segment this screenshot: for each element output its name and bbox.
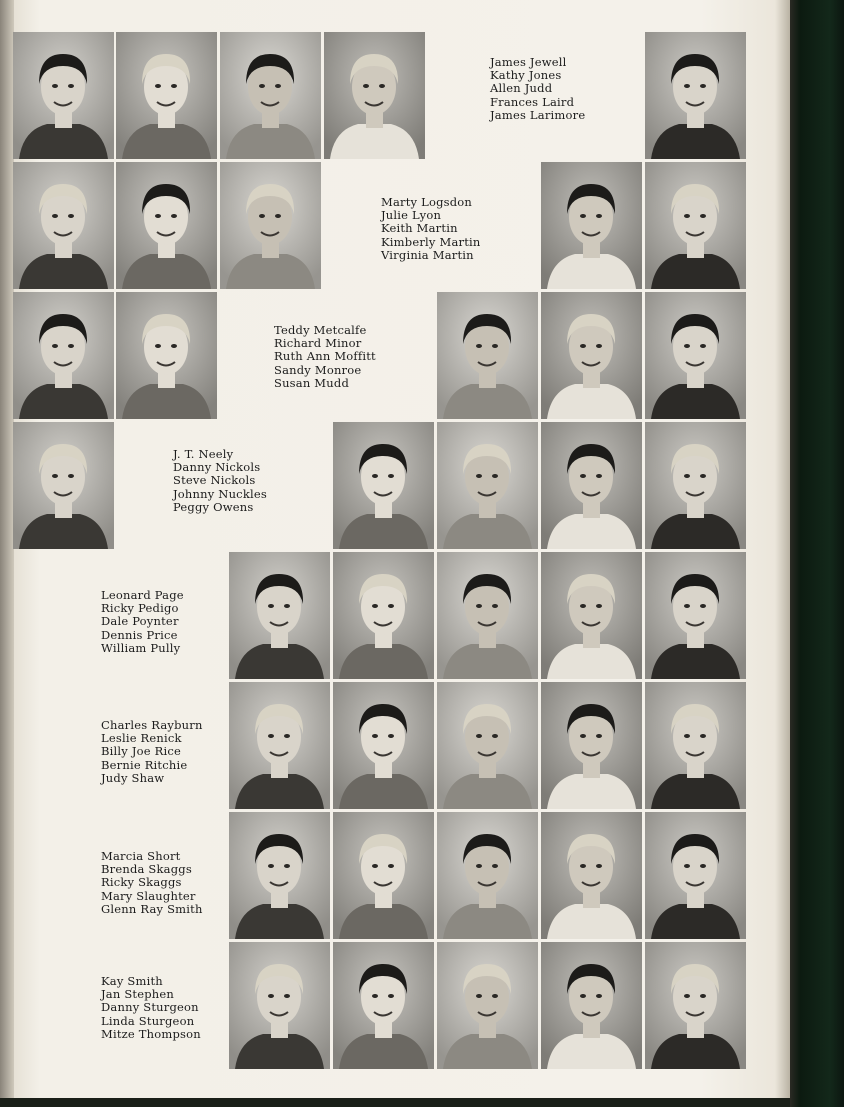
student-portrait-photo xyxy=(645,162,746,289)
portrait-silhouette xyxy=(437,682,538,809)
portrait-silhouette xyxy=(645,682,746,809)
portrait-silhouette xyxy=(645,422,746,549)
name-list-group-8 xyxy=(101,975,201,1041)
page-gutter-shadow xyxy=(0,0,14,1098)
portrait-silhouette xyxy=(333,422,434,549)
student-name: Richard Minor xyxy=(274,336,362,351)
student-portrait-photo xyxy=(220,162,321,289)
portrait-silhouette xyxy=(229,942,330,1069)
student-portrait-photo xyxy=(333,682,434,809)
student-name: Danny Nickols xyxy=(173,460,261,475)
portrait-silhouette xyxy=(116,32,217,159)
portrait-silhouette xyxy=(437,422,538,549)
portrait-silhouette xyxy=(116,292,217,419)
portrait-silhouette xyxy=(13,162,114,289)
student-name: Sandy Monroe xyxy=(274,362,362,377)
student-name: Glenn Ray Smith xyxy=(101,901,203,916)
name-list-group-6 xyxy=(101,719,203,785)
student-portrait-photo xyxy=(116,292,217,419)
student-name: Steve Nickols xyxy=(173,473,256,488)
name-list-group-5 xyxy=(101,589,184,655)
student-portrait-photo xyxy=(229,682,330,809)
portrait-silhouette xyxy=(333,552,434,679)
portrait-silhouette xyxy=(541,942,642,1069)
student-portrait-photo xyxy=(437,552,538,679)
student-portrait-photo xyxy=(333,942,434,1069)
portrait-silhouette xyxy=(437,292,538,419)
student-portrait-photo xyxy=(541,812,642,939)
student-portrait-photo xyxy=(437,292,538,419)
student-portrait-photo xyxy=(541,552,642,679)
portrait-silhouette xyxy=(645,32,746,159)
portrait-silhouette xyxy=(541,552,642,679)
portrait-silhouette xyxy=(13,422,114,549)
student-portrait-photo xyxy=(645,32,746,159)
student-name: Mary Slaughter xyxy=(101,888,196,903)
page-bottom-edge xyxy=(0,1098,790,1107)
student-portrait-photo xyxy=(645,552,746,679)
student-name: Leslie Renick xyxy=(101,731,182,746)
student-name: Keith Martin xyxy=(381,221,458,236)
portrait-silhouette xyxy=(220,162,321,289)
name-list-group-7 xyxy=(101,850,203,916)
student-name: Marcia Short xyxy=(101,849,181,863)
portrait-silhouette xyxy=(229,812,330,939)
name-list-group-3 xyxy=(274,324,376,390)
student-name: Linda Sturgeon xyxy=(101,1013,195,1028)
student-name: Virginia Martin xyxy=(381,247,474,262)
portrait-silhouette xyxy=(333,812,434,939)
student-name: Jan Stephen xyxy=(101,987,175,1002)
portrait-silhouette xyxy=(645,812,746,939)
student-portrait-photo xyxy=(437,682,538,809)
student-portrait-photo xyxy=(541,162,642,289)
portrait-silhouette xyxy=(541,682,642,809)
portrait-silhouette xyxy=(541,292,642,419)
student-name: James Jewell xyxy=(490,55,567,69)
student-portrait-photo xyxy=(645,682,746,809)
name-list-group-2 xyxy=(381,196,481,262)
student-name: Kimberly Martin xyxy=(381,234,481,249)
portrait-silhouette xyxy=(645,162,746,289)
portrait-silhouette xyxy=(437,812,538,939)
student-name: Dale Poynter xyxy=(101,614,179,629)
portrait-silhouette xyxy=(324,32,425,159)
portrait-silhouette xyxy=(437,552,538,679)
student-portrait-photo xyxy=(229,552,330,679)
student-name: Ruth Ann Moffitt xyxy=(274,349,376,364)
portrait-silhouette xyxy=(220,32,321,159)
student-portrait-photo xyxy=(437,942,538,1069)
student-portrait-photo xyxy=(324,32,425,159)
student-name: Judy Shaw xyxy=(101,770,165,785)
student-portrait-photo xyxy=(645,422,746,549)
portrait-silhouette xyxy=(645,552,746,679)
student-name: Marty Logsdon xyxy=(381,195,473,209)
student-portrait-photo xyxy=(13,32,114,159)
portrait-silhouette xyxy=(13,32,114,159)
student-name: Billy Joe Rice xyxy=(101,744,182,759)
student-portrait-photo xyxy=(541,422,642,549)
student-name: Leonard Page xyxy=(101,588,184,602)
student-portrait-photo xyxy=(333,552,434,679)
student-portrait-photo xyxy=(13,292,114,419)
student-portrait-photo xyxy=(229,942,330,1069)
student-portrait-photo xyxy=(333,422,434,549)
student-name: Brenda Skaggs xyxy=(101,862,192,877)
student-name: James Larimore xyxy=(490,107,586,122)
student-name: Peggy Owens xyxy=(173,499,254,514)
student-portrait-photo xyxy=(437,422,538,549)
name-list-group-1 xyxy=(490,56,585,122)
student-portrait-photo xyxy=(333,812,434,939)
student-portrait-photo xyxy=(645,942,746,1069)
portrait-silhouette xyxy=(333,942,434,1069)
portrait-silhouette xyxy=(645,942,746,1069)
student-name: Bernie Ritchie xyxy=(101,757,188,772)
book-binding xyxy=(790,0,844,1107)
student-name: J. T. Neely xyxy=(173,447,234,461)
student-name: Ricky Pedigo xyxy=(101,601,179,616)
student-name: Mitze Thompson xyxy=(101,1026,201,1041)
portrait-silhouette xyxy=(541,162,642,289)
student-portrait-photo xyxy=(229,812,330,939)
portrait-silhouette xyxy=(541,812,642,939)
student-name: Kay Smith xyxy=(101,974,163,988)
portrait-silhouette xyxy=(437,942,538,1069)
student-portrait-photo xyxy=(541,292,642,419)
student-portrait-photo xyxy=(116,162,217,289)
student-name: William Pully xyxy=(101,640,181,655)
student-portrait-photo xyxy=(645,292,746,419)
portrait-silhouette xyxy=(116,162,217,289)
student-name: Susan Mudd xyxy=(274,375,350,390)
name-list-group-4 xyxy=(173,448,267,514)
student-name: Danny Sturgeon xyxy=(101,1000,199,1015)
portrait-silhouette xyxy=(13,292,114,419)
student-portrait-photo xyxy=(116,32,217,159)
student-name: Kathy Jones xyxy=(490,68,562,83)
portrait-silhouette xyxy=(541,422,642,549)
student-portrait-photo xyxy=(220,32,321,159)
student-name: Frances Laird xyxy=(490,94,575,109)
student-portrait-photo xyxy=(13,422,114,549)
portrait-silhouette xyxy=(229,552,330,679)
portrait-silhouette xyxy=(333,682,434,809)
student-portrait-photo xyxy=(437,812,538,939)
student-name: Teddy Metcalfe xyxy=(274,323,367,337)
student-name: Allen Judd xyxy=(490,81,553,96)
student-name: Dennis Price xyxy=(101,627,178,642)
student-portrait-photo xyxy=(541,682,642,809)
student-name: Julie Lyon xyxy=(381,208,442,223)
student-name: Johnny Nuckles xyxy=(173,486,267,501)
student-portrait-photo xyxy=(645,812,746,939)
portrait-silhouette xyxy=(229,682,330,809)
portrait-silhouette xyxy=(645,292,746,419)
student-portrait-photo xyxy=(541,942,642,1069)
student-portrait-photo xyxy=(13,162,114,289)
student-name: Charles Rayburn xyxy=(101,718,203,732)
student-name: Ricky Skaggs xyxy=(101,875,182,890)
